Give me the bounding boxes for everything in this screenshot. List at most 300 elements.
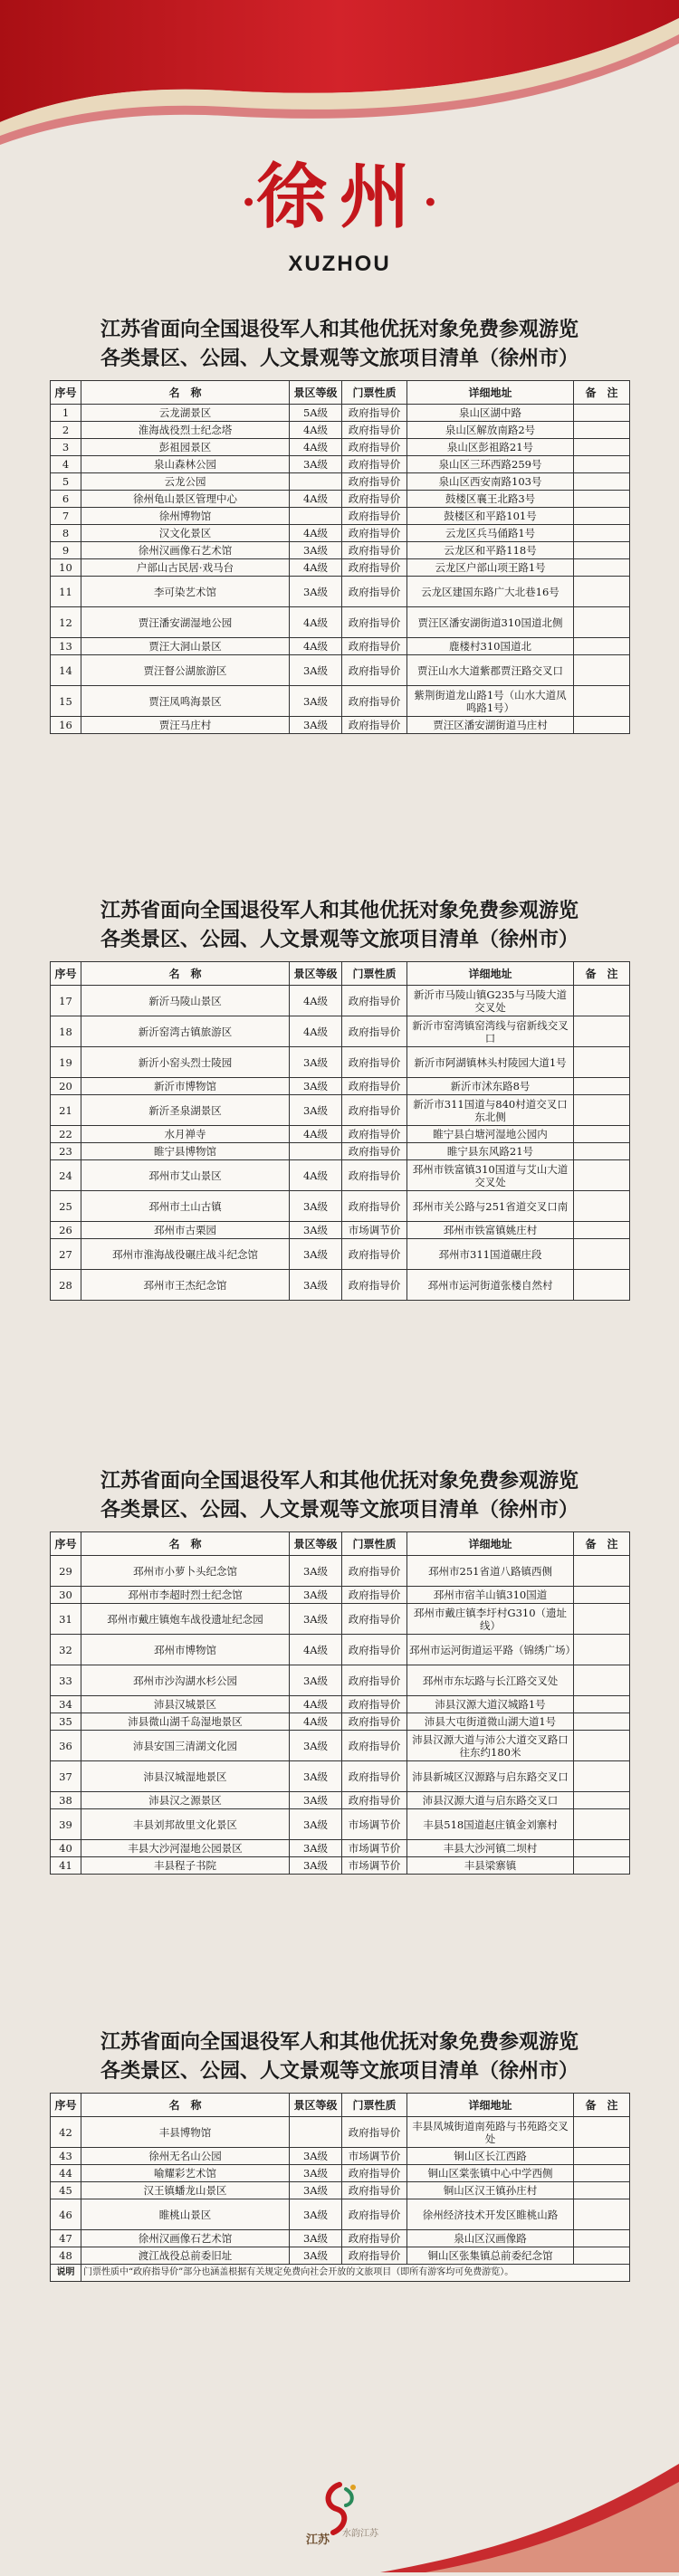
col-header-address: 详细地址 bbox=[407, 2094, 574, 2117]
cell-ticket: 政府指导价 bbox=[342, 1143, 407, 1160]
col-header-note: 备 注 bbox=[574, 2094, 630, 2117]
cell-no: 1 bbox=[51, 405, 81, 422]
cell-level bbox=[290, 1143, 342, 1160]
cell-ticket: 政府指导价 bbox=[342, 491, 407, 508]
title-dot-left: · bbox=[241, 177, 256, 228]
cell-ticket: 政府指导价 bbox=[342, 577, 407, 607]
cell-name: 徐州博物馆 bbox=[81, 508, 290, 525]
table-row bbox=[51, 1604, 630, 1635]
cell-ticket: 政府指导价 bbox=[342, 1047, 407, 1078]
cell-level: 3A级 bbox=[290, 577, 342, 607]
cell-note bbox=[574, 986, 630, 1016]
cell-ticket: 政府指导价 bbox=[342, 1665, 407, 1696]
cell-name: 邳州市沙沟湖水杉公园 bbox=[81, 1665, 290, 1696]
cell-name: 邳州市李超时烈士纪念馆 bbox=[81, 1587, 290, 1604]
cell-level: 3A级 bbox=[290, 1270, 342, 1301]
table-header-row bbox=[51, 381, 630, 405]
cell-level: 3A级 bbox=[290, 686, 342, 717]
table-row bbox=[51, 2117, 630, 2148]
table-row bbox=[51, 1270, 630, 1301]
cell-level: 4A级 bbox=[290, 439, 342, 456]
cell-level: 4A级 bbox=[290, 422, 342, 439]
cell-ticket: 政府指导价 bbox=[342, 542, 407, 559]
cell-no: 48 bbox=[51, 2247, 81, 2265]
cell-address: 沛县新城区汉源路与启东路交叉口 bbox=[407, 1761, 574, 1792]
col-header-note: 备 注 bbox=[574, 381, 630, 405]
cell-no: 46 bbox=[51, 2199, 81, 2230]
table-row bbox=[51, 1239, 630, 1270]
cell-ticket: 政府指导价 bbox=[342, 422, 407, 439]
cell-no: 44 bbox=[51, 2165, 81, 2182]
cell-ticket: 政府指导价 bbox=[342, 2165, 407, 2182]
cell-no: 13 bbox=[51, 638, 81, 655]
col-header-address: 详细地址 bbox=[407, 1532, 574, 1556]
cell-name: 邳州市博物馆 bbox=[81, 1635, 290, 1665]
cell-level: 3A级 bbox=[290, 1078, 342, 1095]
cell-name: 泉山森林公园 bbox=[81, 456, 290, 473]
cell-address: 铜山区汉王镇孙庄村 bbox=[407, 2182, 574, 2199]
cell-no: 23 bbox=[51, 1143, 81, 1160]
table-row bbox=[51, 607, 630, 638]
cell-address: 新沂市阿湖镇林头村陵园大道1号 bbox=[407, 1047, 574, 1078]
cell-note bbox=[574, 577, 630, 607]
cell-ticket: 市场调节价 bbox=[342, 1222, 407, 1239]
cell-no: 21 bbox=[51, 1095, 81, 1126]
cell-name: 沛县汉城景区 bbox=[81, 1696, 290, 1713]
cell-ticket: 政府指导价 bbox=[342, 1587, 407, 1604]
cell-no: 22 bbox=[51, 1126, 81, 1143]
cell-note bbox=[574, 1047, 630, 1078]
table-row bbox=[51, 1126, 630, 1143]
cell-address: 邳州市关公路与251省道交叉口南 bbox=[407, 1191, 574, 1222]
cell-level: 4A级 bbox=[290, 1635, 342, 1665]
cell-ticket: 政府指导价 bbox=[342, 1792, 407, 1809]
cell-ticket: 政府指导价 bbox=[342, 1126, 407, 1143]
cell-name: 彭祖园景区 bbox=[81, 439, 290, 456]
cell-ticket: 政府指导价 bbox=[342, 1713, 407, 1731]
cell-no: 8 bbox=[51, 525, 81, 542]
cell-name: 徐州龟山景区管理中心 bbox=[81, 491, 290, 508]
cell-level: 3A级 bbox=[290, 2148, 342, 2165]
cell-ticket: 政府指导价 bbox=[342, 1239, 407, 1270]
section-title-line1: 江苏省面向全国退役军人和其他优抚对象免费参观游览 bbox=[100, 2030, 579, 2054]
cell-name: 沛县安国三清湖文化园 bbox=[81, 1731, 290, 1761]
table-row bbox=[51, 525, 630, 542]
table-row bbox=[51, 638, 630, 655]
cell-note bbox=[574, 473, 630, 491]
table-row bbox=[51, 686, 630, 717]
cell-name: 贾汪潘安湖湿地公园 bbox=[81, 607, 290, 638]
table-row bbox=[51, 1587, 630, 1604]
cell-name: 喻耀彩艺术馆 bbox=[81, 2165, 290, 2182]
cell-note bbox=[574, 1792, 630, 1809]
cell-no: 47 bbox=[51, 2230, 81, 2247]
cell-no: 36 bbox=[51, 1731, 81, 1761]
col-header-no: 序号 bbox=[51, 381, 81, 405]
cell-no: 16 bbox=[51, 717, 81, 734]
cell-address: 丰县梁寨镇 bbox=[407, 1857, 574, 1875]
cell-note bbox=[574, 1126, 630, 1143]
cell-name: 户部山古民居·戏马台 bbox=[81, 559, 290, 577]
cell-name: 邳州市艾山景区 bbox=[81, 1160, 290, 1191]
page-header bbox=[0, 154, 679, 277]
cell-address: 徐州经济技术开发区睢桃山路 bbox=[407, 2199, 574, 2230]
cell-no: 19 bbox=[51, 1047, 81, 1078]
cell-note bbox=[574, 1143, 630, 1160]
cell-name: 沛县汉之源景区 bbox=[81, 1792, 290, 1809]
cell-note bbox=[574, 1665, 630, 1696]
cell-address: 睢宁县东风路21号 bbox=[407, 1143, 574, 1160]
cell-level: 4A级 bbox=[290, 559, 342, 577]
section-title-line2: 各类景区、公园、人文景观等文旅项目清单（徐州市） bbox=[100, 347, 579, 370]
section-title bbox=[50, 896, 629, 954]
cell-ticket: 政府指导价 bbox=[342, 607, 407, 638]
table-row bbox=[51, 1840, 630, 1857]
cell-name: 渡江战役总前委旧址 bbox=[81, 2247, 290, 2265]
cell-note bbox=[574, 559, 630, 577]
cell-note bbox=[574, 2247, 630, 2265]
cell-name: 徐州汉画像石艺术馆 bbox=[81, 542, 290, 559]
cell-ticket: 政府指导价 bbox=[342, 559, 407, 577]
cell-ticket: 政府指导价 bbox=[342, 1078, 407, 1095]
cell-address: 鼓楼区和平路101号 bbox=[407, 508, 574, 525]
cell-note bbox=[574, 1239, 630, 1270]
cell-name: 睢桃山景区 bbox=[81, 2199, 290, 2230]
cell-no: 43 bbox=[51, 2148, 81, 2165]
col-header-level: 景区等级 bbox=[290, 1532, 342, 1556]
col-header-address: 详细地址 bbox=[407, 381, 574, 405]
cell-note bbox=[574, 1095, 630, 1126]
list-section-2 bbox=[50, 896, 629, 1301]
section-title bbox=[50, 1466, 629, 1524]
cell-address: 沛县大屯街道微山湖大道1号 bbox=[407, 1713, 574, 1731]
cell-name: 丰县博物馆 bbox=[81, 2117, 290, 2148]
cell-name: 沛县微山湖千岛湿地景区 bbox=[81, 1713, 290, 1731]
cell-ticket: 政府指导价 bbox=[342, 473, 407, 491]
cell-ticket: 政府指导价 bbox=[342, 525, 407, 542]
cell-name: 汉文化景区 bbox=[81, 525, 290, 542]
cell-name: 李可染艺术馆 bbox=[81, 577, 290, 607]
cell-name: 贾汪大洞山景区 bbox=[81, 638, 290, 655]
cell-address: 沛县汉源大道与沛公大道交叉路口往东约180米 bbox=[407, 1731, 574, 1761]
col-header-address: 详细地址 bbox=[407, 962, 574, 986]
table-row bbox=[51, 1713, 630, 1731]
cell-ticket: 政府指导价 bbox=[342, 1270, 407, 1301]
cell-ticket: 市场调节价 bbox=[342, 1809, 407, 1840]
cell-level: 3A级 bbox=[290, 2247, 342, 2265]
table-row bbox=[51, 717, 630, 734]
table-row bbox=[51, 1792, 630, 1809]
cell-no: 5 bbox=[51, 473, 81, 491]
cell-note bbox=[574, 491, 630, 508]
table-row bbox=[51, 491, 630, 508]
col-header-name: 名 称 bbox=[81, 1532, 290, 1556]
table-row bbox=[51, 2199, 630, 2230]
cell-level: 3A级 bbox=[290, 1239, 342, 1270]
cell-name: 丰县刘邦故里文化景区 bbox=[81, 1809, 290, 1840]
cell-address: 邳州市运河街道张楼自然村 bbox=[407, 1270, 574, 1301]
cell-level: 4A级 bbox=[290, 1160, 342, 1191]
cell-level: 3A级 bbox=[290, 542, 342, 559]
cell-level: 5A级 bbox=[290, 405, 342, 422]
cell-no: 45 bbox=[51, 2182, 81, 2199]
cell-note bbox=[574, 1713, 630, 1731]
cell-no: 18 bbox=[51, 1016, 81, 1047]
cell-address: 鹿楼村310国道北 bbox=[407, 638, 574, 655]
cell-ticket: 政府指导价 bbox=[342, 508, 407, 525]
cell-level: 4A级 bbox=[290, 1126, 342, 1143]
table-header-row bbox=[51, 962, 630, 986]
cell-note bbox=[574, 2182, 630, 2199]
cell-level: 4A级 bbox=[290, 1016, 342, 1047]
cell-note bbox=[574, 508, 630, 525]
cell-note bbox=[574, 1604, 630, 1635]
cell-name: 邳州市小萝卜头纪念馆 bbox=[81, 1556, 290, 1587]
section-title-line2: 各类景区、公园、人文景观等文旅项目清单（徐州市） bbox=[100, 2059, 579, 2083]
cell-level: 4A级 bbox=[290, 1696, 342, 1713]
table-row bbox=[51, 1160, 630, 1191]
table-row bbox=[51, 1635, 630, 1665]
cell-name: 云龙湖景区 bbox=[81, 405, 290, 422]
cell-address: 铜山区棠张镇中心中学西侧 bbox=[407, 2165, 574, 2182]
cell-level: 3A级 bbox=[290, 1665, 342, 1696]
cell-note bbox=[574, 1160, 630, 1191]
cell-no: 3 bbox=[51, 439, 81, 456]
col-header-no: 序号 bbox=[51, 2094, 81, 2117]
cell-level: 3A级 bbox=[290, 1587, 342, 1604]
cell-level: 3A级 bbox=[290, 2165, 342, 2182]
cell-no: 2 bbox=[51, 422, 81, 439]
cell-name: 丰县程子书院 bbox=[81, 1857, 290, 1875]
cell-ticket: 政府指导价 bbox=[342, 1095, 407, 1126]
cell-name: 贾汪督公湖旅游区 bbox=[81, 655, 290, 686]
cell-address: 丰县518国道赵庄镇金刘寨村 bbox=[407, 1809, 574, 1840]
cell-level: 3A级 bbox=[290, 1857, 342, 1875]
cell-no: 40 bbox=[51, 1840, 81, 1857]
table-row bbox=[51, 2230, 630, 2247]
cell-no: 38 bbox=[51, 1792, 81, 1809]
cell-note bbox=[574, 1731, 630, 1761]
cell-ticket: 政府指导价 bbox=[342, 1761, 407, 1792]
cell-address: 新沂市沭东路8号 bbox=[407, 1078, 574, 1095]
col-header-no: 序号 bbox=[51, 962, 81, 986]
cell-address: 贾汪山水大道紫郡贾汪路交叉口 bbox=[407, 655, 574, 686]
cell-address: 紫荆街道龙山路1号（山水大道凤鸣路1号） bbox=[407, 686, 574, 717]
top-ribbon-band bbox=[0, 0, 679, 158]
cell-no: 27 bbox=[51, 1239, 81, 1270]
table-row bbox=[51, 2182, 630, 2199]
attractions-table bbox=[50, 380, 630, 734]
cell-note bbox=[574, 2165, 630, 2182]
cell-address: 邳州市戴庄镇李圩村G310（遗址线） bbox=[407, 1604, 574, 1635]
col-header-name: 名 称 bbox=[81, 2094, 290, 2117]
cell-level bbox=[290, 508, 342, 525]
cell-address: 泉山区汉画像路 bbox=[407, 2230, 574, 2247]
cell-note bbox=[574, 638, 630, 655]
col-header-no: 序号 bbox=[51, 1532, 81, 1556]
cell-note bbox=[574, 1635, 630, 1665]
table-note-row bbox=[51, 2265, 630, 2282]
cell-level: 3A级 bbox=[290, 1809, 342, 1840]
list-section-1 bbox=[50, 315, 629, 734]
cell-no: 42 bbox=[51, 2117, 81, 2148]
cell-ticket: 政府指导价 bbox=[342, 1635, 407, 1665]
cell-no: 7 bbox=[51, 508, 81, 525]
cell-level: 3A级 bbox=[290, 1792, 342, 1809]
cell-ticket: 市场调节价 bbox=[342, 2148, 407, 2165]
cell-address: 丰县凤城街道南苑路与书苑路交叉处 bbox=[407, 2117, 574, 2148]
cell-name: 贾汪马庄村 bbox=[81, 717, 290, 734]
col-header-note: 备 注 bbox=[574, 1532, 630, 1556]
cell-name: 沛县汉城湿地景区 bbox=[81, 1761, 290, 1792]
cell-ticket: 政府指导价 bbox=[342, 638, 407, 655]
cell-note bbox=[574, 439, 630, 456]
cell-no: 28 bbox=[51, 1270, 81, 1301]
cell-address: 鼓楼区襄王北路3号 bbox=[407, 491, 574, 508]
cell-ticket: 政府指导价 bbox=[342, 1731, 407, 1761]
table-row bbox=[51, 986, 630, 1016]
col-header-level: 景区等级 bbox=[290, 381, 342, 405]
city-title bbox=[0, 154, 679, 246]
cell-no: 25 bbox=[51, 1191, 81, 1222]
cell-no: 30 bbox=[51, 1587, 81, 1604]
cell-no: 14 bbox=[51, 655, 81, 686]
cell-note bbox=[574, 1556, 630, 1587]
cell-address: 云龙区户部山项王路1号 bbox=[407, 559, 574, 577]
cell-ticket: 市场调节价 bbox=[342, 1840, 407, 1857]
cell-name: 丰县大沙河湿地公园景区 bbox=[81, 1840, 290, 1857]
cell-level: 3A级 bbox=[290, 2182, 342, 2199]
cell-no: 11 bbox=[51, 577, 81, 607]
cell-no: 31 bbox=[51, 1604, 81, 1635]
cell-address: 云龙区和平路118号 bbox=[407, 542, 574, 559]
cell-note bbox=[574, 1191, 630, 1222]
cell-no: 41 bbox=[51, 1857, 81, 1875]
table-row bbox=[51, 1761, 630, 1792]
col-header-name: 名 称 bbox=[81, 381, 290, 405]
cell-name: 新沂小窑头烈士陵园 bbox=[81, 1047, 290, 1078]
cell-address: 云龙区兵马俑路1号 bbox=[407, 525, 574, 542]
cell-level: 3A级 bbox=[290, 1731, 342, 1761]
cell-ticket: 政府指导价 bbox=[342, 655, 407, 686]
cell-level: 3A级 bbox=[290, 1047, 342, 1078]
attractions-table bbox=[50, 1531, 630, 1875]
cell-no: 17 bbox=[51, 986, 81, 1016]
table-row bbox=[51, 559, 630, 577]
section-title-line2: 各类景区、公园、人文景观等文旅项目清单（徐州市） bbox=[100, 1498, 579, 1522]
cell-no: 9 bbox=[51, 542, 81, 559]
cell-note bbox=[574, 1696, 630, 1713]
list-section-4 bbox=[50, 2027, 629, 2282]
cell-ticket: 政府指导价 bbox=[342, 1016, 407, 1047]
attractions-table bbox=[50, 2093, 630, 2282]
cell-level: 3A级 bbox=[290, 2199, 342, 2230]
cell-level: 3A级 bbox=[290, 1191, 342, 1222]
table-row bbox=[51, 422, 630, 439]
cell-address: 泉山区三环西路259号 bbox=[407, 456, 574, 473]
cell-address: 贾汪区潘安湖街道马庄村 bbox=[407, 717, 574, 734]
cell-name: 徐州汉画像石艺术馆 bbox=[81, 2230, 290, 2247]
cell-ticket: 政府指导价 bbox=[342, 986, 407, 1016]
section-title-line2: 各类景区、公园、人文景观等文旅项目清单（徐州市） bbox=[100, 928, 579, 951]
table-row bbox=[51, 1809, 630, 1840]
cell-name: 新沂马陵山景区 bbox=[81, 986, 290, 1016]
cell-address: 邳州市运河街道运平路（锦绣广场） bbox=[407, 1635, 574, 1665]
cell-name: 淮海战役烈士纪念塔 bbox=[81, 422, 290, 439]
table-row bbox=[51, 473, 630, 491]
cell-address: 邳州市铁富镇310国道与艾山大道交叉处 bbox=[407, 1160, 574, 1191]
cell-ticket: 政府指导价 bbox=[342, 405, 407, 422]
table-row bbox=[51, 2247, 630, 2265]
cell-no: 15 bbox=[51, 686, 81, 717]
cell-name: 邳州市土山古镇 bbox=[81, 1191, 290, 1222]
cell-no: 35 bbox=[51, 1713, 81, 1731]
table-row bbox=[51, 1222, 630, 1239]
cell-no: 29 bbox=[51, 1556, 81, 1587]
section-title-line1: 江苏省面向全国退役军人和其他优抚对象免费参观游览 bbox=[100, 318, 579, 341]
table-row bbox=[51, 1016, 630, 1047]
cell-level: 4A级 bbox=[290, 607, 342, 638]
city-pinyin: XUZHOU bbox=[288, 251, 391, 276]
table-row bbox=[51, 1078, 630, 1095]
cell-address: 邳州市311国道碾庄段 bbox=[407, 1239, 574, 1270]
cell-address: 邳州市东坛路与长江路交叉处 bbox=[407, 1665, 574, 1696]
cell-level: 4A级 bbox=[290, 525, 342, 542]
cell-address: 铜山区张集镇总前委纪念馆 bbox=[407, 2247, 574, 2265]
cell-level: 3A级 bbox=[290, 655, 342, 686]
cell-address: 泉山区彭祖路21号 bbox=[407, 439, 574, 456]
table-row bbox=[51, 542, 630, 559]
cell-ticket: 政府指导价 bbox=[342, 686, 407, 717]
cell-address: 泉山区西安南路103号 bbox=[407, 473, 574, 491]
table-header-row bbox=[51, 1532, 630, 1556]
note-text: 门票性质中“政府指导价”部分也涵盖根据有关规定免费向社会开放的文旅项目（即所有游客均可免费游览）。 bbox=[81, 2265, 630, 2282]
col-header-level: 景区等级 bbox=[290, 962, 342, 986]
table-row bbox=[51, 655, 630, 686]
section-title-line1: 江苏省面向全国退役军人和其他优抚对象免费参观游览 bbox=[100, 1469, 579, 1493]
table-row bbox=[51, 1696, 630, 1713]
cell-note bbox=[574, 686, 630, 717]
cell-address: 丰县大沙河镇二坝村 bbox=[407, 1840, 574, 1857]
cell-no: 33 bbox=[51, 1665, 81, 1696]
cell-address: 邳州市宿羊山镇310国道 bbox=[407, 1587, 574, 1604]
cell-note bbox=[574, 1809, 630, 1840]
cell-ticket: 政府指导价 bbox=[342, 1160, 407, 1191]
city-name: 徐州 bbox=[255, 156, 423, 238]
cell-no: 24 bbox=[51, 1160, 81, 1191]
cell-address: 邳州市铁富镇姚庄村 bbox=[407, 1222, 574, 1239]
cell-note bbox=[574, 1857, 630, 1875]
section-title-line1: 江苏省面向全国退役军人和其他优抚对象免费参观游览 bbox=[100, 899, 579, 922]
cell-ticket: 政府指导价 bbox=[342, 1556, 407, 1587]
cell-name: 水月禅寺 bbox=[81, 1126, 290, 1143]
cell-level: 4A级 bbox=[290, 986, 342, 1016]
cell-name: 邳州市淮海战役碾庄战斗纪念馆 bbox=[81, 1239, 290, 1270]
logo-text: 江苏 bbox=[306, 2533, 330, 2547]
cell-no: 4 bbox=[51, 456, 81, 473]
col-header-ticket: 门票性质 bbox=[342, 962, 407, 986]
cell-note bbox=[574, 2117, 630, 2148]
cell-note bbox=[574, 607, 630, 638]
cell-level: 3A级 bbox=[290, 1222, 342, 1239]
cell-ticket: 政府指导价 bbox=[342, 1191, 407, 1222]
col-header-name: 名 称 bbox=[81, 962, 290, 986]
cell-note bbox=[574, 655, 630, 686]
cell-level: 3A级 bbox=[290, 1840, 342, 1857]
table-row bbox=[51, 1143, 630, 1160]
cell-name: 邳州市戴庄镇炮车战役遗址纪念园 bbox=[81, 1604, 290, 1635]
cell-address: 泉山区湖中路 bbox=[407, 405, 574, 422]
